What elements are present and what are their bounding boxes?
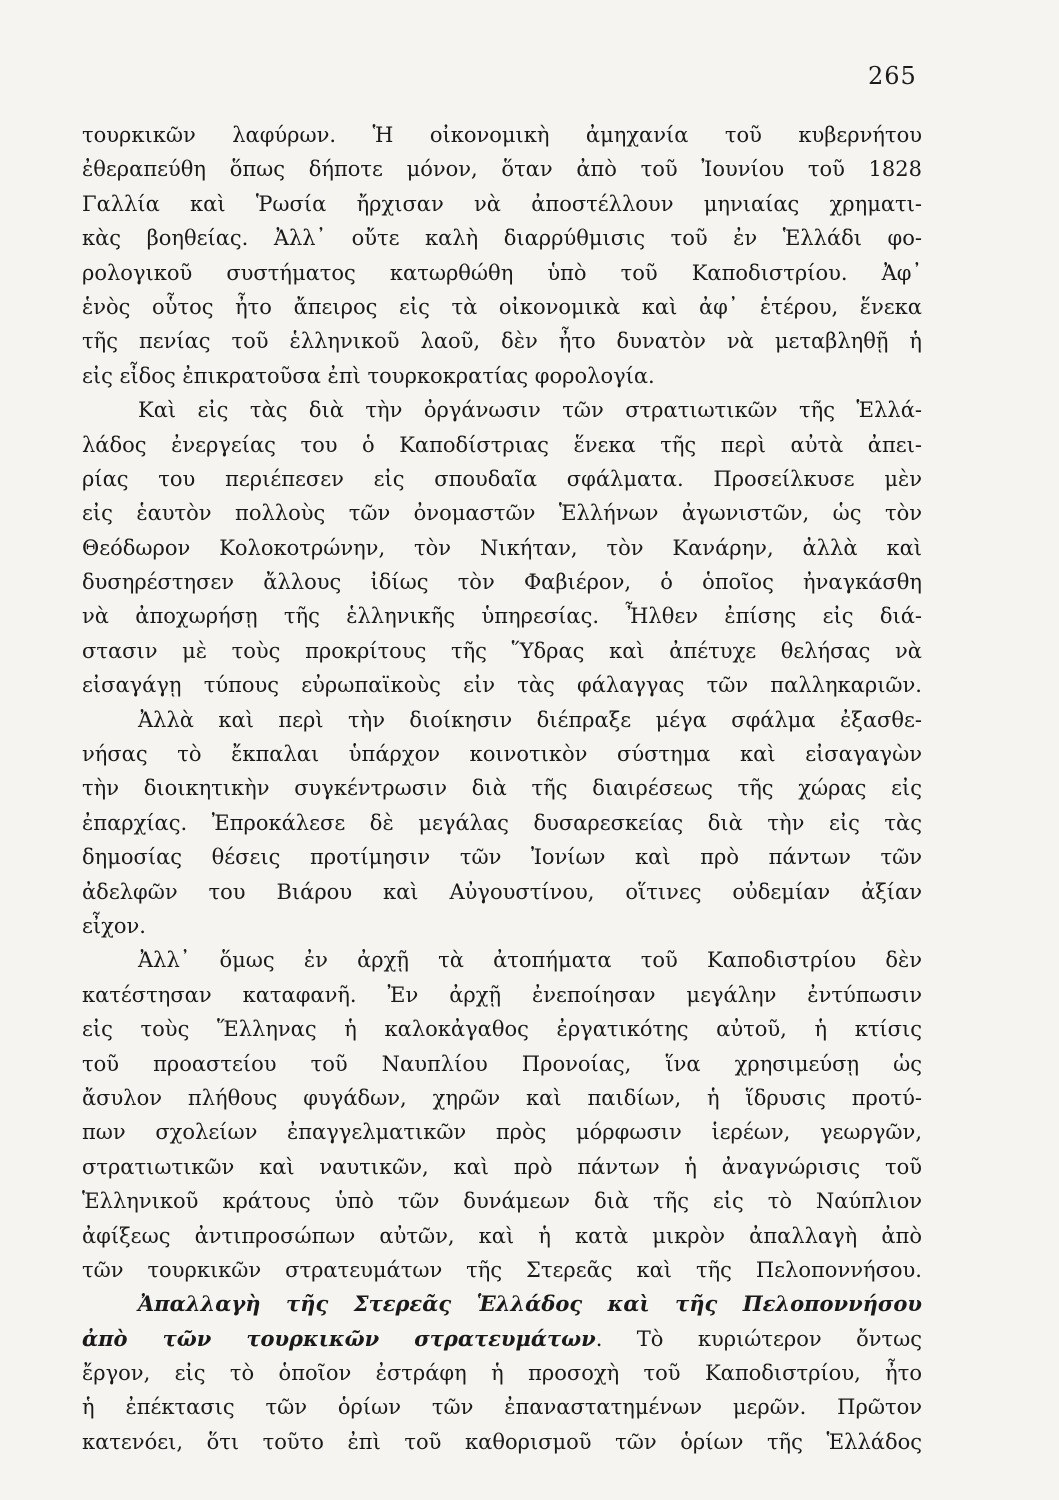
text-line: νήσας τὸ ἔκπαλαι ὑπάρχον κοινοτικὸν σύστημα καὶ εἰσαγαγὼν (82, 742, 922, 767)
text-line: ἔργον, εἰς τὸ ὁποῖον ἐστράφη ἡ προσοχὴ τοῦ Καποδιστρίου, ἦτο (82, 1361, 922, 1386)
text-line: Θεόδωρον Κολοκοτρώνην, τὸν Νικήταν, τὸν Κανάρην, ἀλλὰ καὶ (82, 535, 922, 560)
section-heading-continuation (82, 1322, 922, 1356)
text-line: νὰ ἀποχωρήσῃ τῆς ἑλληνικῆς ὑπηρεσίας. Ἦλθεν ἐπίσης εἰς διά- (82, 604, 922, 629)
page-number: 265 (868, 62, 917, 90)
text-line: λάδος ἐνεργείας του ὁ Καποδίστριας ἕνεκα τῆς περὶ αὐτὰ ἀπει- (82, 432, 922, 457)
text-line: πων σχολείων ἐπαγγελματικῶν πρὸς μόρφωσιν ἱερέων, γεωργῶν, (82, 1120, 922, 1145)
text-line: τῶν τουρκικῶν στρατευμάτων τῆς Στερεᾶς καὶ τῆς Πελοποννήσου. (82, 1257, 922, 1282)
text-line: εἰς τοὺς Ἕλληνας ἡ καλοκἀγαθος ἐργατικότης αὐτοῦ, ἡ κτίσις (82, 1017, 922, 1042)
body-text (82, 118, 922, 1459)
text-line: ἄσυλον πλήθους φυγάδων, χηρῶν καὶ παιδίων, ἡ ἵδρυσις προτύ- (82, 1085, 922, 1110)
text-line: τῆς πενίας τοῦ ἑλληνικοῦ λαοῦ, δὲν ἦτο δυνατὸν νὰ μεταβληθῇ ἡ (82, 329, 922, 354)
text-line: δημοσίας θέσεις προτίμησιν τῶν Ἰονίων καὶ πρὸ πάντων τῶν (82, 845, 922, 870)
text-line: ρολογικοῦ συστήματος κατωρθώθη ὑπὸ τοῦ Καποδιστρίου. Ἀφ᾿ (82, 260, 922, 285)
text-line: κὰς βοηθείας. Ἀλλ᾿ οὔτε καλὴ διαρρύθμισις τοῦ ἐν Ἑλλάδι φο- (82, 226, 922, 251)
text-line: Ἀλλ᾿ ὅμως ἐν ἀρχῇ τὰ ἀτοπήματα τοῦ Καποδιστρίου δὲν (138, 948, 922, 973)
text-line: ἡ ἐπέκτασις τῶν ὁρίων τῶν ἐπαναστατημένων μερῶν. Πρῶτον (82, 1395, 922, 1420)
section-heading-italic: ἀπὸ τῶν τουρκικῶν στρατευμάτων (82, 1325, 596, 1351)
section-heading: Ἀπαλλαγὴ τῆς Στερεᾶς Ἑλλάδος καὶ τῆς Πελοποννήσου (138, 1291, 922, 1317)
text-line: τοῦ προαστείου τοῦ Ναυπλίου Προνοίας, ἵνα χρησιμεύσῃ ὡς (82, 1051, 922, 1076)
text-line: ἑνὸς οὗτος ἦτο ἄπειρος εἰς τὰ οἰκονομικὰ καὶ ἀφ᾿ ἑτέρου, ἕνεκα (82, 294, 922, 319)
text-line: τὴν διοικητικὴν συγκέντρωσιν διὰ τῆς διαιρέσεως τῆς χώρας εἰς (82, 776, 922, 801)
text-line: εἰσαγάγῃ τύπους εὐρωπαϊκοὺς εἰν τὰς φάλαγγας τῶν παλληκαριῶν. (82, 673, 922, 698)
text-line: ἀδελφῶν του Βιάρου καὶ Αὐγουστίνου, οἵτινες οὐδεμίαν ἀξίαν (82, 879, 922, 904)
text-line: Ἀλλὰ καὶ περὶ τὴν διοίκησιν διέπραξε μέγα σφάλμα ἐξασθε- (138, 707, 922, 732)
section-heading-rest: . Τὸ κυριώτερον ὄντως (595, 1326, 922, 1351)
text-line: ἐθεραπεύθη ὅπως δήποτε μόνον, ὅταν ἀπὸ τοῦ Ἰουνίου τοῦ 1828 (82, 157, 922, 182)
text-line: ρίας του περιέπεσεν εἰς σπουδαῖα σφάλματα. Προσείλκυσε μὲν (82, 466, 922, 491)
text-line: Καὶ εἰς τὰς διὰ τὴν ὀργάνωσιν τῶν στρατιωτικῶν τῆς Ἑλλά- (138, 398, 922, 423)
text-line: κατενόει, ὅτι τοῦτο ἐπὶ τοῦ καθορισμοῦ τῶν ὁρίων τῆς Ἑλλάδος (82, 1429, 922, 1454)
text-line: στασιν μὲ τοὺς προκρίτους τῆς Ὕδρας καὶ ἀπέτυχε θελήσας νὰ (82, 638, 922, 663)
text-line: εἰς ἑαυτὸν πολλοὺς τῶν ὀνομαστῶν Ἑλλήνων ἀγωνιστῶν, ὡς τὸν (82, 501, 922, 526)
text-line: Ἑλληνικοῦ κράτους ὑπὸ τῶν δυνάμεων διὰ τῆς εἰς τὸ Ναύπλιον (82, 1189, 922, 1214)
text-line: δυσηρέστησεν ἄλλους ἰδίως τὸν Φαβιέρον, ὁ ὁποῖος ἠναγκάσθη (82, 570, 922, 595)
text-line: τουρκικῶν λαφύρων. Ἡ οἰκονομικὴ ἀμηχανία τοῦ κυβερνήτου (82, 123, 922, 147)
text-line: Γαλλία καὶ Ῥωσία ἤρχισαν νὰ ἀποστέλλουν μηνιαίας χρηματι- (82, 191, 922, 216)
text-line: ἀφίξεως ἀντιπροσώπων αὐτῶν, καὶ ἡ κατὰ μικρὸν ἀπαλλαγὴ ἀπὸ (82, 1223, 922, 1248)
text-line: κατέστησαν καταφανῆ. Ἐν ἀρχῇ ἐνεποίησαν μεγάλην ἐντύπωσιν (82, 982, 922, 1007)
text-line: στρατιωτικῶν καὶ ναυτικῶν, καὶ πρὸ πάντων ἡ ἀναγνώρισις τοῦ (82, 1154, 922, 1179)
text-line: εἶχον. (82, 913, 146, 938)
text-line: ἐπαρχίας. Ἐπροκάλεσε δὲ μεγάλας δυσαρεσκείας διὰ τὴν εἰς τὰς (82, 810, 922, 835)
text-line: εἰς εἶδος ἐπικρατοῦσα ἐπὶ τουρκοκρατίας φορολογία. (82, 363, 655, 388)
